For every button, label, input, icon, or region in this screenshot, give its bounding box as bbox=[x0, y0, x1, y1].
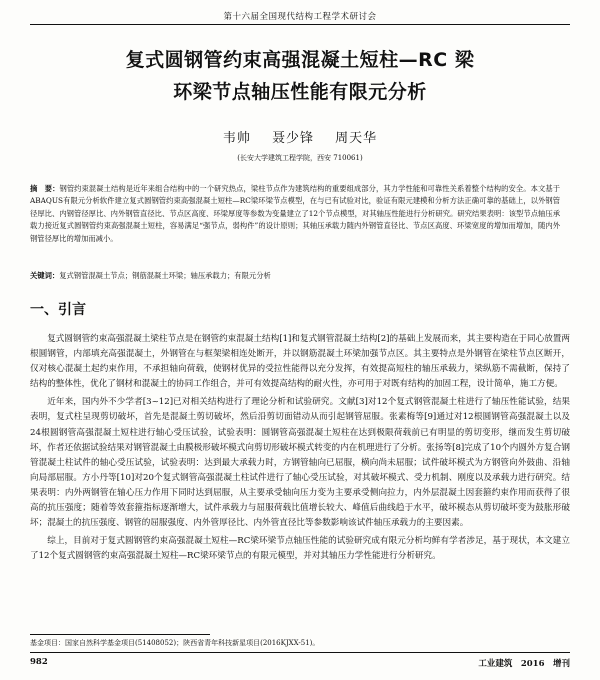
authors: 韦帅 聂少锋 周天华 bbox=[222, 131, 378, 146]
paper-title bbox=[30, 44, 570, 108]
funding-footnote: 基金项目：国家自然科学基金项目(51408052)；陕西省青年科技新星项目(2016KJXX-51)。 bbox=[30, 639, 320, 647]
keywords-text: 复式钢管混凝土节点；钢筋混凝土环梁；轴压承载力；有限元分析 bbox=[59, 271, 271, 280]
title-line-1: 复式圆钢管约束高强混凝土短柱—RC 梁 bbox=[125, 49, 475, 71]
body-text bbox=[30, 332, 570, 567]
title-line-2: 环梁节点轴压性能有限元分析 bbox=[173, 81, 427, 103]
page-number: 982 bbox=[30, 657, 48, 667]
paragraph-2: 近年来，国内外不少学者[3~12]已对相关结构进行了理论分析和试验研究。文献[3]对12个复式钢管混凝土柱进行了轴压性能试验，结果表明，复式柱呈现剪切破坏，首先是混凝土剪切破坏，然后沿剪切面错动从而引起钢管屈服。张素梅等[9]通过对12根圆钢管高强混凝土以及24根圆钢管高强混凝土短柱进行轴心受压试验，试验表明：圆钢管高强混凝土短柱在达到极限荷载前已有明显的剪切变形，继而发生剪切破坏，作者还依据试验结果对钢管混凝土由膜极形破坏模式向剪切形破坏模式转变的内在机理进行了分析。张扬等[8]完成了10个内圆外方复合钢管混凝土柱试件的轴心受压试验，试验表明：达到最大承载力时，方钢管轴向已屈服，横向尚未屈服；试件破坏模式为方钢管向外鼓曲、沿轴向局部屈服。方小丹等[10]对20个复式钢管高强混凝土柱试件进行了轴心受压试验，对其破坏模式、受力机制、刚度以及承载力进行研究。结果表明：内外两钢管在轴心压力作用下同时达到屈服，从主要承受轴向压力变为主要承受侧向拉力，内外层混凝土因套箍约束作用而获得了很高的抗压强度；随着等效套箍指标逐渐增大，试件承载力与屈服荷载比值增长较大、峰值后曲线趋于水平，破坏模态从剪切破坏变为鼓胀形破坏；混凝土的抗压强度、钢管的屈服强度、内外管厚径比、内外管直径比等参数影响该试件轴压承载力的主要因素。 bbox=[30, 397, 570, 529]
section-heading-introduction: 一、引言 bbox=[30, 302, 86, 318]
affiliation: (长安大学建筑工程学院，西安 710061) bbox=[237, 154, 363, 162]
journal-footer: 工业建筑 2016 增刊 bbox=[478, 659, 570, 669]
conference-header: 第十六届全国现代结构工程学术研讨会 bbox=[223, 12, 377, 22]
footer-rule bbox=[30, 652, 570, 653]
paragraph-3: 综上，目前对于复式圆钢管约束高强混凝土短柱—RC梁环梁节点轴压性能的试验研究成有限元分析均鲜有学者涉足，基于现状，本文建立了12个复式圆钢管约束高强混凝土短柱—RC梁环梁节点的有限元模型，并对其轴压力学性能进行分析研究。 bbox=[30, 536, 570, 562]
footnote-rule bbox=[30, 634, 210, 635]
abstract-text: 钢管约束混凝土结构是近年来组合结构中的一个研究热点，梁柱节点作为建筑结构的重要组成部分，其力学性能和可靠性关系着整个结构的安全。本文基于ABAQUS有限元分析软件建立复式圆钢管约束高强混凝土短柱—RC梁环梁节点模型，在与已有试验对比，验证有限元建模和分析方法正确可靠的基础上，以外钢管径厚比、内钢管径厚比、内外钢管直径比、节点区高度、环梁厚度等参数为变量建立了12个节点模型，对其轴压性能进行分析研究。研究结果表明：该型节点轴压承载力接近复式圆钢管约束高强混凝土短柱，容易满足“强节点，弱构件”的设计原则；其轴压承载力随内外钢管直径比、节点区高度、环梁宽度的增加而增加，随内外钢管径厚比的增加而减小。 bbox=[30, 184, 560, 243]
paragraph-1: 复式圆钢管约束高强混凝土梁柱节点是在钢管约束混凝土结构[1]和复式钢管混凝土结构[2]的基础上发展而来，其主要构造在于同心放置两根圆钢管，内部填充高强混凝土，外钢管在与框架梁相连处断开，并以钢筋混凝土环梁加强节点区。其主要特点是外钢管在梁柱节点区断开，仅对核心混凝土起约束作用，不承担轴向荷载，使钢材优异的受拉性能得以充分发挥，有效提高短柱的轴压承载力，梁纵筋不需截断，保持了结构的整体性，优化了钢材和混凝土的协同工作组合，并可有效提高结构的耐火性，亦可用于对既有结构的加固工程，设计简单，施工方便。 bbox=[30, 334, 570, 390]
keywords bbox=[30, 270, 570, 282]
header-rule bbox=[30, 24, 570, 25]
abstract-label: 摘 要： bbox=[30, 184, 60, 193]
keywords-label: 关键词： bbox=[30, 271, 60, 280]
abstract bbox=[30, 183, 560, 245]
